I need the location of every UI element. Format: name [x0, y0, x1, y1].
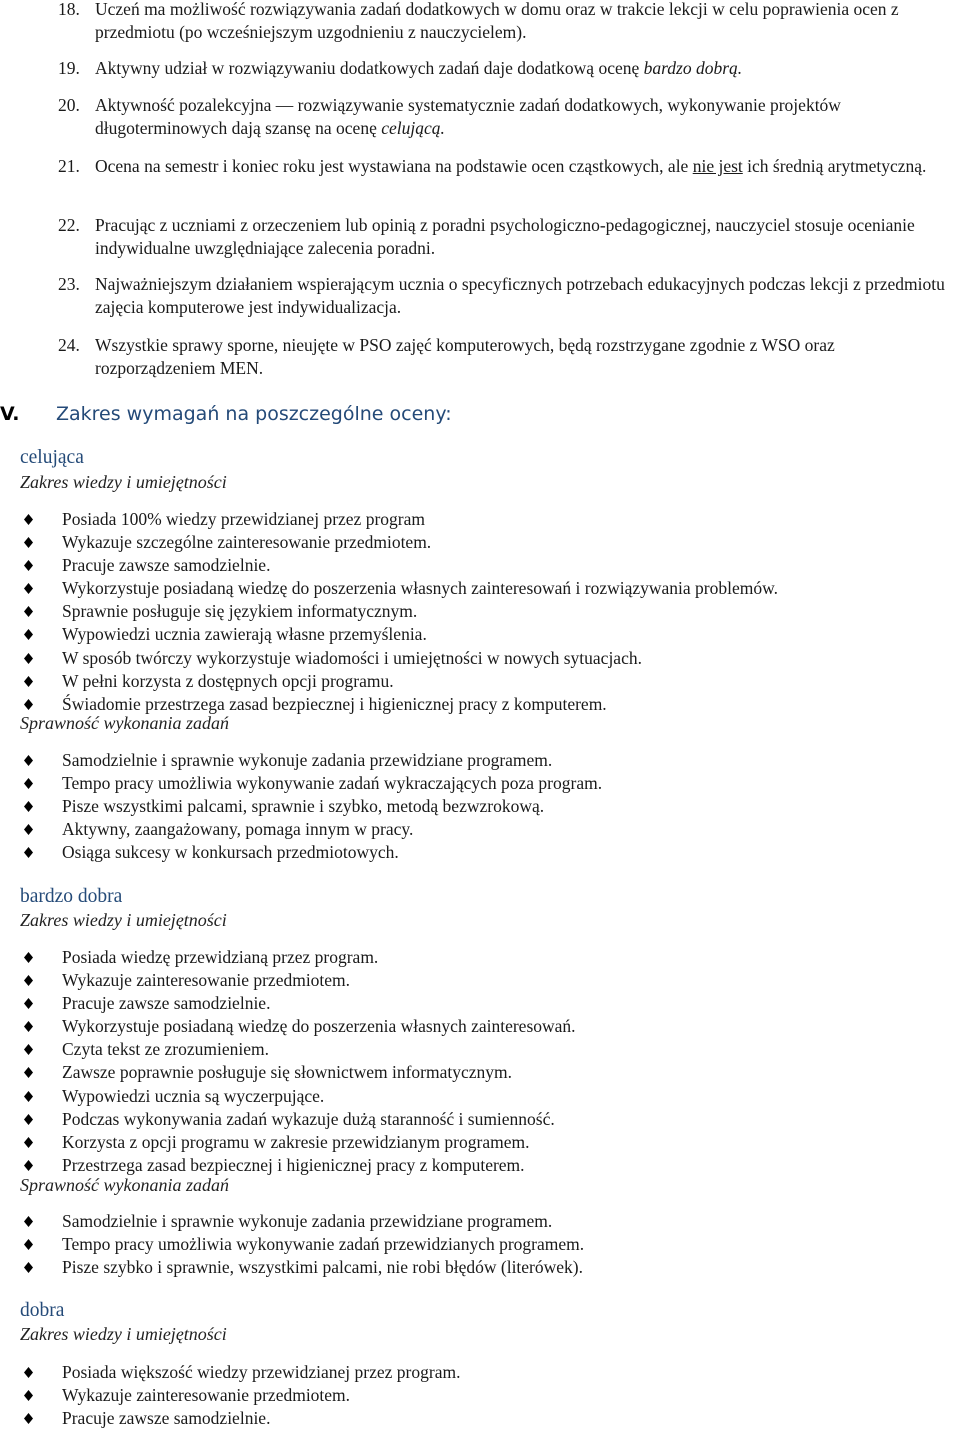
list-item-text: Czyta tekst ze zrozumieniem.: [62, 1039, 270, 1060]
rule-23: [0, 273, 960, 319]
diamond-bullet-icon: [24, 676, 33, 687]
skills-heading: Sprawność wykonania zadań: [20, 713, 229, 733]
list-item: [0, 969, 960, 992]
knowledge-list-celujaca: [0, 508, 960, 716]
list-item-text: Samodzielnie i sprawnie wykonuje zadania przewidziane programem.: [62, 750, 553, 770]
rule-text: Uczeń ma możliwość rozwiązywania zadań dodatkowych w domu oraz w trakcie lekcji w celu poprawienia ocen z przedmiotu (po wcześniejszym uzgodnieniu z nauczycielem).: [95, 0, 899, 42]
rule-24: [0, 334, 960, 380]
list-item-text: Zawsze poprawnie posługuje się słownictwem informatycznym.: [62, 1062, 513, 1083]
diamond-bullet-icon: [24, 1021, 33, 1032]
list-item-text: Wypowiedzi ucznia są wyczerpujące.: [62, 1085, 325, 1106]
diamond-bullet-icon: [24, 1413, 33, 1424]
diamond-bullet-icon: [24, 755, 33, 766]
rule-text: Ocena na semestr i koniec roku jest wystawiana na podstawie ocen cząstkowych, ale: [95, 156, 693, 176]
rule-text-end: ich średnią arytmetyczną.: [742, 156, 927, 176]
diamond-bullet-icon: [24, 847, 33, 858]
diamond-bullet-icon: [24, 1239, 33, 1250]
list-item: [0, 1384, 960, 1407]
diamond-bullet-icon: [24, 824, 33, 835]
list-item: [0, 577, 960, 600]
list-item: [0, 1154, 960, 1177]
diamond-bullet-icon: [24, 801, 33, 812]
list-item: [0, 1361, 960, 1384]
list-item: [0, 508, 960, 531]
rule-text-underlined: nie jest: [692, 156, 743, 176]
list-item: [0, 1233, 960, 1256]
rule-number: 22.: [58, 215, 80, 235]
list-item: [0, 1108, 960, 1131]
list-item: [0, 1038, 960, 1061]
rule-number: 19.: [58, 58, 80, 78]
list-item-text: Pracuje zawsze samodzielnie.: [62, 555, 271, 576]
list-item: [0, 1210, 960, 1233]
diamond-bullet-icon: [24, 583, 33, 594]
grade-title-dobra: dobra: [20, 1300, 65, 1321]
list-item-text: Samodzielnie i sprawnie wykonuje zadania przewidziane programem.: [62, 1211, 553, 1231]
diamond-bullet-icon: [24, 514, 33, 525]
list-item: [0, 1407, 960, 1430]
list-item-text: Posiada 100% wiedzy przewidzianej przez program: [62, 509, 425, 529]
list-item-text: Posiada wiedzę przewidzianą przez program.: [62, 947, 379, 967]
knowledge-list-dobra: [0, 1361, 960, 1430]
list-item: [0, 600, 960, 623]
list-item: [0, 623, 960, 646]
diamond-bullet-icon: [24, 1044, 33, 1055]
list-item-text: Posiada większość wiedzy przewidzianej przez program.: [62, 1362, 461, 1382]
knowledge-heading: Zakres wiedzy i umiejętności: [20, 910, 227, 930]
list-item-text: Aktywny, zaangażowany, pomaga innym w pracy.: [62, 819, 414, 840]
list-item-text: Wykazuje zainteresowanie przedmiotem.: [62, 1385, 351, 1406]
rule-number: 20.: [58, 95, 80, 115]
knowledge-heading: Zakres wiedzy i umiejętności: [20, 472, 227, 492]
diamond-bullet-icon: [24, 1367, 33, 1378]
list-item: [0, 670, 960, 693]
section-number: V.: [0, 403, 20, 425]
list-item: [0, 772, 960, 795]
list-item-text: Wykazuje szczególne zainteresowanie przedmiotem.: [62, 532, 432, 553]
grade-title-celujaca: celująca: [20, 447, 84, 468]
rule-19: [0, 57, 960, 80]
diamond-bullet-icon: [24, 629, 33, 640]
list-item-text: Pracuje zawsze samodzielnie.: [62, 993, 271, 1014]
diamond-bullet-icon: [24, 1067, 33, 1078]
rule-22: [0, 214, 960, 260]
list-item: [0, 1085, 960, 1108]
diamond-bullet-icon: [24, 1091, 33, 1102]
rule-text: Wszystkie sprawy sporne, nieujęte w PSO zajęć komputerowych, będą rozstrzygane zgodnie z WSO oraz rozporządzeniem MEN.: [95, 335, 835, 378]
list-item-text: Podczas wykonywania zadań wykazuje dużą staranność i sumienność.: [62, 1108, 555, 1129]
diamond-bullet-icon: [24, 606, 33, 617]
list-item-text: Pisze szybko i sprawnie, wszystkimi palcami, nie robi błędów (literówek).: [62, 1257, 583, 1278]
list-item: [0, 531, 960, 554]
skills-list-celujaca: [0, 749, 960, 864]
list-item: [0, 749, 960, 772]
list-item: [0, 647, 960, 670]
section-title: Zakres wymagań na poszczególne oceny:: [56, 403, 452, 425]
rule-number: 18.: [58, 0, 80, 19]
list-item: [0, 1015, 960, 1038]
rule-text: Aktywny udział w rozwiązywaniu dodatkowych zadań daje dodatkową ocenę: [95, 58, 644, 78]
list-item-text: W pełni korzysta z dostępnych opcji programu.: [62, 670, 394, 691]
knowledge-heading: Zakres wiedzy i umiejętności: [20, 1324, 227, 1344]
diamond-bullet-icon: [24, 653, 33, 664]
list-item-text: Wykorzystuje posiadaną wiedzę do poszerzenia własnych zainteresowań i rozwiązywania problemów.: [62, 578, 779, 599]
diamond-bullet-icon: [24, 1137, 33, 1148]
list-item-text: Pracuje zawsze samodzielnie.: [62, 1408, 271, 1429]
list-item-text: Korzysta z opcji programu w zakresie przewidzianym programem.: [62, 1131, 530, 1152]
list-item-text: Wykazuje zainteresowanie przedmiotem.: [62, 970, 351, 991]
diamond-bullet-icon: [24, 1160, 33, 1171]
list-item-text: Wykorzystuje posiadaną wiedzę do poszerzenia własnych zainteresowań.: [62, 1016, 576, 1037]
list-item: [0, 1131, 960, 1154]
list-item: [0, 554, 960, 577]
list-item-text: Tempo pracy umożliwia wykonywanie zadań przewidzianych programem.: [62, 1234, 585, 1255]
skills-list-bardzo-dobra: [0, 1210, 960, 1279]
diamond-bullet-icon: [24, 560, 33, 571]
rule-18: [0, 0, 960, 44]
diamond-bullet-icon: [24, 952, 33, 963]
knowledge-list-bardzo-dobra: [0, 946, 960, 1177]
diamond-bullet-icon: [24, 975, 33, 986]
list-item: [0, 1061, 960, 1084]
skills-heading: Sprawność wykonania zadań: [20, 1175, 229, 1195]
list-item: [0, 992, 960, 1015]
diamond-bullet-icon: [24, 699, 33, 710]
diamond-bullet-icon: [24, 778, 33, 789]
diamond-bullet-icon: [24, 537, 33, 548]
rule-21: [0, 155, 960, 178]
diamond-bullet-icon: [24, 1114, 33, 1125]
list-item-text: W sposób twórczy wykorzystuje wiadomości i umiejętności w nowych sytuacjach.: [62, 647, 642, 668]
list-item: [0, 946, 960, 969]
list-item-text: Sprawnie posługuje się językiem informatycznym.: [62, 601, 418, 622]
list-item-text: Tempo pracy umożliwia wykonywanie zadań wykraczających poza program.: [62, 773, 603, 794]
diamond-bullet-icon: [24, 1216, 33, 1227]
rule-text: Pracując z uczniami z orzeczeniem lub opinią z poradni psychologiczno-pedagogicznej, nauczyciel stosuje ocenianie indywidualne uwzględniające zalecenia poradni.: [95, 215, 915, 258]
diamond-bullet-icon: [24, 998, 33, 1009]
list-item-text: Wypowiedzi ucznia zawierają własne przemyślenia.: [62, 624, 427, 645]
diamond-bullet-icon: [24, 1262, 33, 1273]
rule-number: 24.: [58, 335, 80, 355]
list-item-text: Osiąga sukcesy w konkursach przedmiotowych.: [62, 842, 399, 863]
diamond-bullet-icon: [24, 1390, 33, 1401]
rule-number: 21.: [58, 156, 80, 176]
rule-text: Aktywność pozalekcyjna — rozwiązywanie systematycznie zadań dodatkowych, wykonywanie projektów długoterminowych dają szansę na ocenę: [95, 95, 841, 138]
list-item-text: Pisze wszystkimi palcami, sprawnie i szybko, metodą bezwzrokową.: [62, 796, 545, 817]
list-item-text: Świadomie przestrzega zasad bezpiecznej i higienicznej pracy z komputerem.: [62, 693, 607, 714]
list-item: [0, 818, 960, 841]
grade-title-bardzo-dobra: bardzo dobra: [20, 886, 123, 907]
list-item: [0, 795, 960, 818]
list-item: [0, 841, 960, 864]
list-item-text: Przestrzega zasad bezpiecznej i higienicznej pracy z komputerem.: [62, 1154, 525, 1175]
rule-text-italic: celującą.: [381, 118, 445, 138]
rule-number: 23.: [58, 274, 80, 294]
rule-text: Najważniejszym działaniem wspierającym ucznia o specyficznych potrzebach edukacyjnych podczas lekcji z przedmiotu zajęcia komputerowe jest indywidualizacja.: [95, 274, 945, 317]
list-item: [0, 1256, 960, 1279]
rule-20: [0, 94, 960, 140]
rule-text-italic: bardzo dobrą.: [643, 58, 743, 78]
